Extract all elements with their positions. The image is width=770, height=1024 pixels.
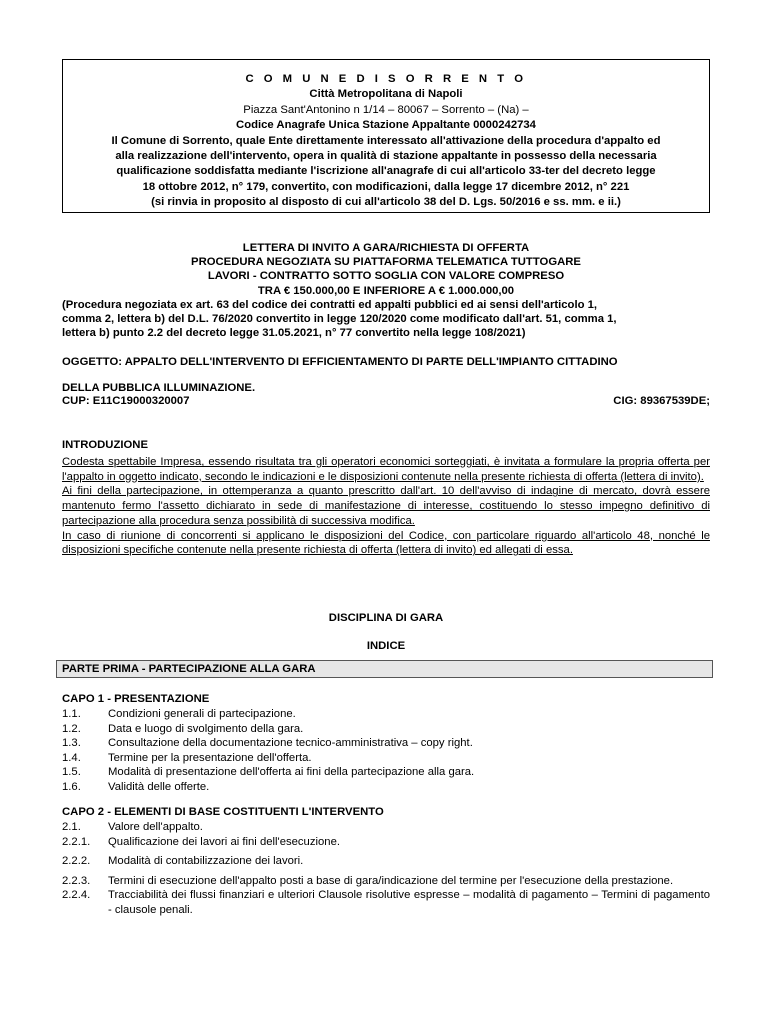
toc-number: 2.2.3.	[62, 874, 91, 887]
toc-item[interactable]	[62, 722, 710, 737]
title-line: PROCEDURA NEGOZIATA SU PIATTAFORMA TELEMATICA TUTTOGARE	[191, 256, 581, 269]
subject-block	[62, 349, 710, 401]
introduction-paragraph: In caso di riunione di concorrenti si applicano le disposizioni del Codice, con particolare riguardo all'articolo 48, nonché le disposizioni specifiche contenute nella presente richiesta di offerta (lettera di invito) ed allegati di essa.	[62, 529, 710, 557]
disciplina-heading: DISCIPLINA DI GARA	[328, 612, 444, 624]
toc-item[interactable]	[62, 707, 710, 722]
header-text-line: Il Comune di Sorrento, quale Ente direttamente interessato all'attivazione della procedura d'appalto ed	[111, 134, 661, 147]
toc-text: Termini di esecuzione dell'appalto posti a base di gara/indicazione del termine per l'esecuzione della prestazione.	[108, 874, 674, 887]
toc-number: 2.2.1.	[62, 835, 91, 848]
cup-cig-row	[62, 395, 710, 407]
toc-item[interactable]	[62, 835, 710, 850]
comune-name: C O M U N E D I S O R R E N T O	[245, 73, 527, 85]
header-text-line: 18 ottobre 2012, n° 179, convertito, con modificazioni, dalla legge 17 dicembre 2012, n° 221	[142, 180, 630, 193]
subject-line: DELLA PUBBLICA ILLUMINAZIONE.	[62, 382, 256, 394]
toc-text: Tracciabilità dei flussi finanziari e ulteriori Clausole risolutive espresse – modalità di pagamento – Termini di pagamento - clausole penali.	[108, 889, 710, 916]
toc-text: Data e luogo di svolgimento della gara.	[108, 722, 304, 735]
toc-number: 1.3.	[62, 737, 81, 750]
toc-number: 2.1.	[62, 821, 81, 833]
citta-metropolitana: Città Metropolitana di Napoli	[309, 88, 463, 101]
toc-number: 1.4.	[62, 751, 81, 764]
procedure-reference-line: (Procedura negoziata ex art. 63 del codice dei contratti ed appalti pubblici ed ai sensi dell'articolo 1,	[62, 298, 598, 311]
codice-anagrafe: Codice Anagrafe Unica Stazione Appaltante 0000242734	[236, 119, 536, 132]
toc-text: Termine per la presentazione dell'offerta.	[108, 751, 312, 764]
toc-number: 1.5.	[62, 766, 81, 779]
procedure-reference-line: comma 2, lettera b) del D.L. 76/2020 convertito in legge 120/2020 come modificato dall'art. 51, comma 1,	[62, 313, 617, 326]
toc-item[interactable]	[62, 736, 710, 751]
toc-item[interactable]	[62, 854, 710, 869]
municipality-header-box	[62, 59, 710, 213]
document-title-block	[62, 241, 710, 340]
toc-number: 1.6.	[62, 780, 81, 793]
address: Piazza Sant'Antonino n 1/14 – 80067 – Sorrento – (Na) –	[243, 103, 529, 116]
toc-text: Validità delle offerte.	[108, 780, 210, 793]
introduction-paragraph: Ai fini della partecipazione, in ottemperanza a quanto prescritto dall'art. 10 dell'avviso di indagine di mercato, dovrà essere mantenuto fermo l'assetto dichiarato in sede di manifestazione di interesse, costituendo lo stesso impegno definitivo di partecipazione alla procedura senza possibilità di successiva modifica.	[62, 485, 710, 527]
toc-number: 2.2.4.	[62, 889, 91, 902]
toc-text: Condizioni generali di partecipazione.	[108, 708, 296, 720]
toc-text: Modalità di contabilizzazione dei lavori.	[108, 855, 304, 868]
title-line: LAVORI - CONTRATTO SOTTO SOGLIA CON VALORE COMPRESO	[207, 270, 565, 283]
introduction-paragraph: Codesta spettabile Impresa, essendo risultata tra gli operatori economici sorteggiati, è invitata a formulare la propria offerta per l'appalto in oggetto indicato, secondo le indicazioni e le disposizioni contenute nella presente richiesta di offerta (lettera di invito).	[62, 456, 710, 483]
toc-item[interactable]	[62, 874, 710, 889]
index-heading: INDICE	[366, 640, 406, 652]
toc-text: Modalità di presentazione dell'offerta ai fini della partecipazione alla gara.	[108, 766, 475, 779]
toc-item[interactable]	[62, 820, 710, 835]
title-line: TRA € 150.000,00 E INFERIORE A € 1.000.000,00	[257, 284, 515, 297]
toc-text: Qualificazione dei lavori ai fini dell'esecuzione.	[108, 835, 340, 848]
cig-code: CIG: 89367539DE;	[613, 395, 710, 407]
cup-code: CUP: E11C19000320007	[62, 395, 190, 407]
toc-item[interactable]	[62, 888, 710, 917]
toc-number: 2.2.2.	[62, 855, 91, 868]
capo2-list	[62, 820, 710, 918]
toc-text: Consultazione della documentazione tecnico-amministrativa – copy right.	[108, 737, 473, 750]
toc-number: 1.2.	[62, 722, 81, 735]
toc-item[interactable]	[62, 751, 710, 766]
header-text-line: (si rinvia in proposito al disposto di cui all'articolo 38 del D. Lgs. 50/2016 e ss. mm. e ii.)	[151, 196, 621, 209]
capo2-heading: CAPO 2 - ELEMENTI DI BASE COSTITUENTI L'INTERVENTO	[62, 806, 384, 818]
introduction-body	[62, 455, 710, 558]
toc-text: Valore dell'appalto.	[108, 821, 203, 833]
procedure-reference-line: lettera b) punto 2.2 del decreto legge 31.05.2021, n° 77 convertito nella legge 108/2021)	[62, 327, 526, 340]
subject-line: OGGETTO: APPALTO DELL'INTERVENTO DI EFFICIENTAMENTO DI PARTE DELL'IMPIANTO CITTADINO	[62, 356, 618, 368]
header-text-line: alla realizzazione dell'intervento, opera in qualità di stazione appaltante in possesso della necessaria	[115, 150, 657, 163]
header-text-line: qualificazione soddisfatta mediante l'iscrizione all'anagrafe di cui all'articolo 33-ter del decreto legge	[116, 165, 656, 178]
capo1-heading: CAPO 1 - PRESENTAZIONE	[62, 693, 210, 705]
toc-item[interactable]	[62, 765, 710, 780]
title-line: LETTERA DI INVITO A GARA/RICHIESTA DI OFFERTA	[242, 242, 530, 254]
toc-number: 1.1.	[62, 708, 81, 720]
part-one-bar: PARTE PRIMA - PARTECIPAZIONE ALLA GARA	[56, 660, 713, 678]
capo1-list	[62, 707, 710, 795]
introduction-heading: INTRODUZIONE	[62, 439, 148, 451]
toc-item[interactable]	[62, 780, 710, 795]
